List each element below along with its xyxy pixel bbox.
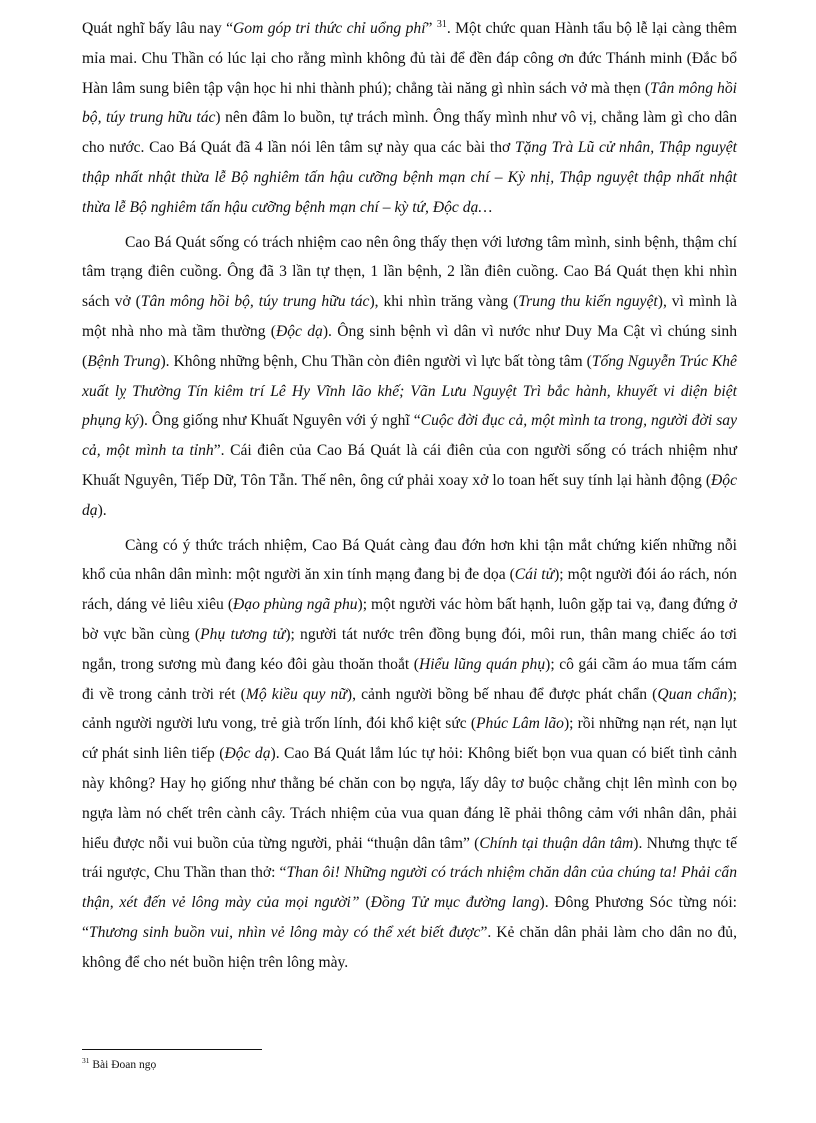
footnote	[82, 1058, 156, 1072]
italic-title: Độc dạ	[82, 471, 737, 519]
italic-title: Độc dạ	[275, 322, 323, 340]
text-run: ); cô gái cầm áo mua tấm cám đi về trong cảnh trời rét (	[82, 655, 737, 703]
text-run: ). Ông giống như Khuất Nguyên với ý nghĩ “	[138, 412, 421, 430]
italic-title: Thương sinh buồn vui, nhìn vẻ lông mày có thể xét biết được	[88, 923, 481, 941]
text-run: ); người tát nước trên đồng bụng đói, môi run, thân mang chiếc áo tơi ngắn, trong sương mù đang kéo đôi gàu thoăn thoắt (	[82, 625, 738, 673]
italic-title: Tống Nguyễn Trúc Khê xuất lỵ Thường Tín kiêm trí Lê Hy Vĩnh lão khế; Vãn Lưu Nguyệt Trì bắc hành, khuyết vi diện biệt phụng ký	[82, 352, 737, 430]
text-run: (	[359, 894, 371, 912]
text-run: ). Cao Bá Quát lắm lúc tự hỏi: Không biết bọn vua quan có biết tình cảnh này không? Hay họ giống như thằng bé chăn con bọ ngựa, lấy dây tơ buộc chằng chịt lên mình con bọ ngựa làm nó chết trên cành cây. Trách nhiệm của vua quan đáng lẽ phải thông cảm với nhân dân, phải hiểu được nỗi vui buồn của từng người, phải “thuận dân tâm” (	[82, 745, 737, 852]
italic-title: Than ôi! Những người có trách nhiệm chăn dân của chúng ta! Phải cẩn thận, xét đến vẻ lông mày của mọi người”	[82, 864, 737, 912]
text-run: ); rồi những nạn rét, nạn lụt cứ phát sinh liên tiếp (	[82, 715, 737, 763]
italic-title: Tân mông hồi bộ, túy trung hữu tác	[140, 293, 370, 311]
italic-title: Phúc Lâm lão	[476, 715, 564, 733]
italic-title: Phụ tương tử	[200, 625, 286, 643]
footnote-separator	[82, 1049, 262, 1050]
paragraph-1	[82, 14, 737, 223]
text-run: Quát nghĩ bấy lâu nay “	[82, 20, 234, 37]
italic-title: Cái tử	[514, 566, 555, 584]
italic-title: Trung thu kiến nguyệt	[518, 293, 658, 311]
footnote-text: Bài Đoan ngọ	[92, 1059, 157, 1071]
text-run: ). Ông sinh bệnh vì dân vì nước như Duy Ma Cật vì chúng sinh (	[82, 322, 737, 370]
text-run: ). Nhưng thực tế trái ngược, Chu Thần than thở: “	[82, 834, 737, 882]
text-run: ), cảnh người bồng bế nhau để được phát chẩn (	[346, 685, 658, 703]
italic-title: Gom góp tri thức chỉ uổng phí	[233, 20, 426, 37]
text-run: ); một người vác hòm bất hạnh, luôn gặp tai vạ, đang đứng ở bờ vực bần cùng (	[82, 596, 737, 643]
italic-title: Đạo phùng ngã phu	[233, 596, 358, 614]
text-run: ”. Cái điên của Cao Bá Quát là cái điên của con người sống có trách nhiệm như Khuất Nguyên, Tiếp Dữ, Tôn Tẫn. Thế nên, ông cứ phải xoay xở lo toan hết suy tính lại hành động (	[82, 442, 737, 489]
italic-title: Tặng Trà Lũ cử nhân, Thập nguyệt thập nhất nhật thừa lễ Bộ nghiêm tấn hậu cưỡng bệnh mạn chí – Kỳ nhị, Thập nguyệt thập nhất nhật thừa lễ Bộ nghiêm tấn hậu cưỡng bệnh mạn chí – kỳ tứ, Độc dạ…	[82, 139, 737, 216]
italic-title: Đồng Tử mục đường lang	[370, 894, 540, 912]
text-run: Càng có ý thức trách nhiệm, Cao Bá Quát càng đau đớn hơn khi tận mắt chứng kiến những nỗi khổ của nhân dân mình: một người ăn xin tính mạng đang bị đe dọa (	[82, 536, 737, 584]
text-run: Cao Bá Quát sống có trách nhiệm cao nên ông thấy thẹn với lương tâm mình, sinh bệnh, thậm chí tâm trạng điên cuồng. Ông đã 3 lần tự thẹn, 1 lần bệnh, 2 lần điên cuồng. Cao Bá Quát thẹn khi nhìn sách vở (	[82, 233, 737, 311]
italic-title: Độc dạ	[224, 745, 271, 763]
text-run: ).	[97, 501, 107, 519]
italic-title: Mộ kiều quy nữ	[245, 685, 347, 703]
italic-title: Cuộc đời đục cả, một mình ta trong, người đời say cả, một mình ta tỉnh	[82, 412, 737, 460]
italic-title: Chính tại thuận dân tâm	[479, 834, 634, 852]
text-run: ); cảnh người người lưu vong, trẻ già trốn lính, đói khổ kiệt sức (	[82, 685, 737, 733]
text-run: . Một chức quan Hành tẩu bộ lễ lại càng thêm mỉa mai. Chu Thần có lúc lại cho rằng mình không đủ tài để đền đáp công ơn đức Thánh minh (Đắc bổ Hàn lâm sung biên tập vận học hi nhi thành phú); chẳng tài năng gì nhìn sách vở mà thẹn (	[82, 20, 737, 97]
footnote-marker: 31	[82, 1056, 90, 1066]
footnote-ref: 31	[436, 18, 447, 30]
text-run: ”. Kẻ chăn dân phải làm cho dân no đủ, không để cho nét buồn hiện trên lông mày.	[82, 923, 737, 971]
italic-title: Bệnh Trung	[87, 352, 161, 370]
italic-title: Quan chẩn	[657, 685, 728, 703]
body-text	[82, 14, 737, 978]
italic-title: Hiểu lũng quán phụ	[418, 655, 546, 673]
text-run: ); một người đói áo rách, nón rách, dáng vẻ liêu xiêu (	[82, 566, 737, 614]
paragraph-3	[82, 531, 737, 978]
text-run: ), khi nhìn trăng vàng (	[369, 293, 519, 311]
text-run: ), vì mình là một nhà nho mà tầm thường (	[82, 293, 738, 340]
text-run: ). Đông Phương Sóc từng nói: “	[82, 894, 738, 941]
text-run: ). Không những bệnh, Chu Thần còn điên người vì lực bất tòng tâm (	[160, 352, 592, 370]
text-run: ) nên đâm lo buồn, tự trách mình. Ông thấy mình như vô vị, chẳng làm gì cho dân cho nước. Cao Bá Quát đã 4 lần nói lên tâm sự này qua các bài thơ	[82, 109, 738, 157]
paragraph-2	[82, 228, 737, 526]
italic-title: Tân mông hồi bộ, túy trung hữu tác	[82, 79, 737, 127]
text-run: ”	[425, 20, 437, 37]
